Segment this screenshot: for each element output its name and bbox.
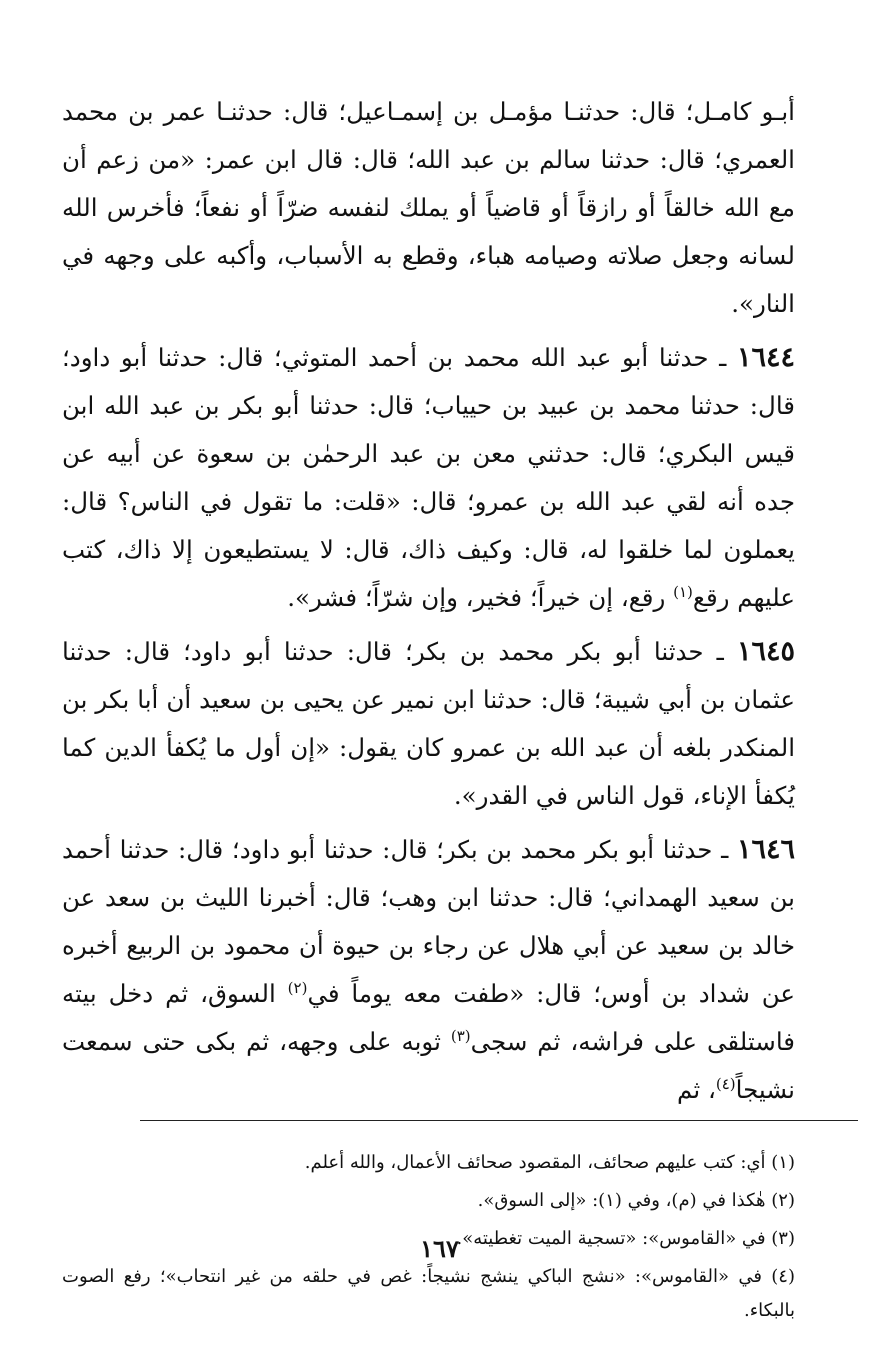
footnote-2: (٢) هٰكذا في (م)، وفي (١): «إلى السوق». xyxy=(477,1190,795,1211)
paragraph-continued xyxy=(62,88,795,328)
footnote-separator xyxy=(62,1120,795,1150)
hadith-1644 xyxy=(62,334,795,622)
footnote-marker: (١) xyxy=(673,582,693,601)
hadith-1645 xyxy=(62,628,795,820)
hadith-number: ١٦٤٥ xyxy=(736,636,795,667)
footnote-3: (٣) في «القاموس»: «تسجية الميت تغطيته». xyxy=(456,1228,795,1249)
hadith-1646 xyxy=(62,826,795,1114)
page-number: ١٦٧ xyxy=(420,1234,459,1263)
hadith-dash: ـ xyxy=(712,835,729,864)
hadith-number: ١٦٤٦ xyxy=(736,834,795,865)
hadith-dash: ـ xyxy=(703,637,724,666)
paragraph-text: أبـو كامـل؛ قال: حدثنـا مؤمـل بن إسمـاعيل؛ قال: حدثنـا عمر بن محمد العمري؛ قال: حدثنا سالم بن عبد الله؛ قال: قال ابن عمر: «من زعم أن مع الله خالقاً أو رازقاً أو قاضياً أو يملك لنفسه ضرّاً أو نفعاً؛ فأخرس الله لسانه وجعل صلاته وصيامه هباء، وقطع به الأسباب، وأكبه على وجهه في النار». xyxy=(62,97,795,318)
hadith-text: حدثنا أبو بكر محمد بن بكر؛ قال: حدثنا أبو داود؛ قال: حدثنا أحمد بن سعيد الهمداني؛ قال: حدثنا ابن وهب؛ قال: أخبرنا الليث بن سعد عن خالد بن سعيد عن أبي هلال عن رجاء بن حيوة أن محمود بن الربيع أخبره عن شداد بن أوس؛ قال: «طفت معه يوماً في xyxy=(62,835,795,1008)
footnote-marker: (٣) xyxy=(450,1026,471,1045)
hadith-text-cont: رقع، إن خيراً؛ فخير، وإن شرّاً؛ فشر». xyxy=(287,583,674,612)
footnote-1: (١) أي: كتب عليهم صحائف، المقصود صحائف الأعمال، والله أعلم. xyxy=(304,1152,795,1173)
main-text xyxy=(62,88,795,1114)
hadith-dash: ـ xyxy=(708,343,727,372)
hadith-text: حدثنا أبو بكر محمد بن بكر؛ قال: حدثنا أبو داود؛ قال: حدثنا عثمان بن أبي شيبة؛ قال: حدثنا ابن نمير عن يحيى بن سعيد أن أبا بكر بن المنكدر بلغه أن عبد الله بن عمرو كان يقول: «إن أول ما يُكفأ الدين كما يُكفأ الإناء، قول الناس في القدر». xyxy=(62,637,795,810)
footnote-marker: (٢) xyxy=(287,978,308,997)
footnote-4: (٤) في «القاموس»: «نشج الباكي ينشج نشيجاً: غص في حلقه من غير انتحاب»؛ رفع الصوت بالبكاء. xyxy=(62,1266,795,1321)
footnote-divider xyxy=(140,1120,858,1121)
hadith-text-cont: ، ثم xyxy=(677,1075,716,1104)
hadith-text: حدثنا أبو عبد الله محمد بن أحمد المتوثي؛ قال: حدثنا أبو داود؛ قال: حدثنا محمد بن عبيد بن حيياب؛ قال: حدثنا أبو بكر بن عبد الله ابن قيس البكري؛ قال: حدثني معن بن عبد الرحمٰن بن سعوة عن أبيه عن جده أنه لقي عبد الله بن عمرو؛ قال: «قلت: ما تقول في الناس؟ قال: يعملون لما خلقوا له، قال: وكيف ذاك، قال: لا يستطيعون إلا ذاك، كتب عليهم رقع xyxy=(62,343,795,612)
footnote-marker: (٤) xyxy=(715,1074,736,1093)
hadith-text-cont: ثوبه على وجهه، ثم بكى حتى سمعت نشيجاً xyxy=(62,1027,795,1104)
hadith-number: ١٦٤٤ xyxy=(736,342,795,373)
hadith-text-cont: السوق، ثم دخل بيته فاستلقى على فراشه، ثم سجى xyxy=(62,979,795,1056)
